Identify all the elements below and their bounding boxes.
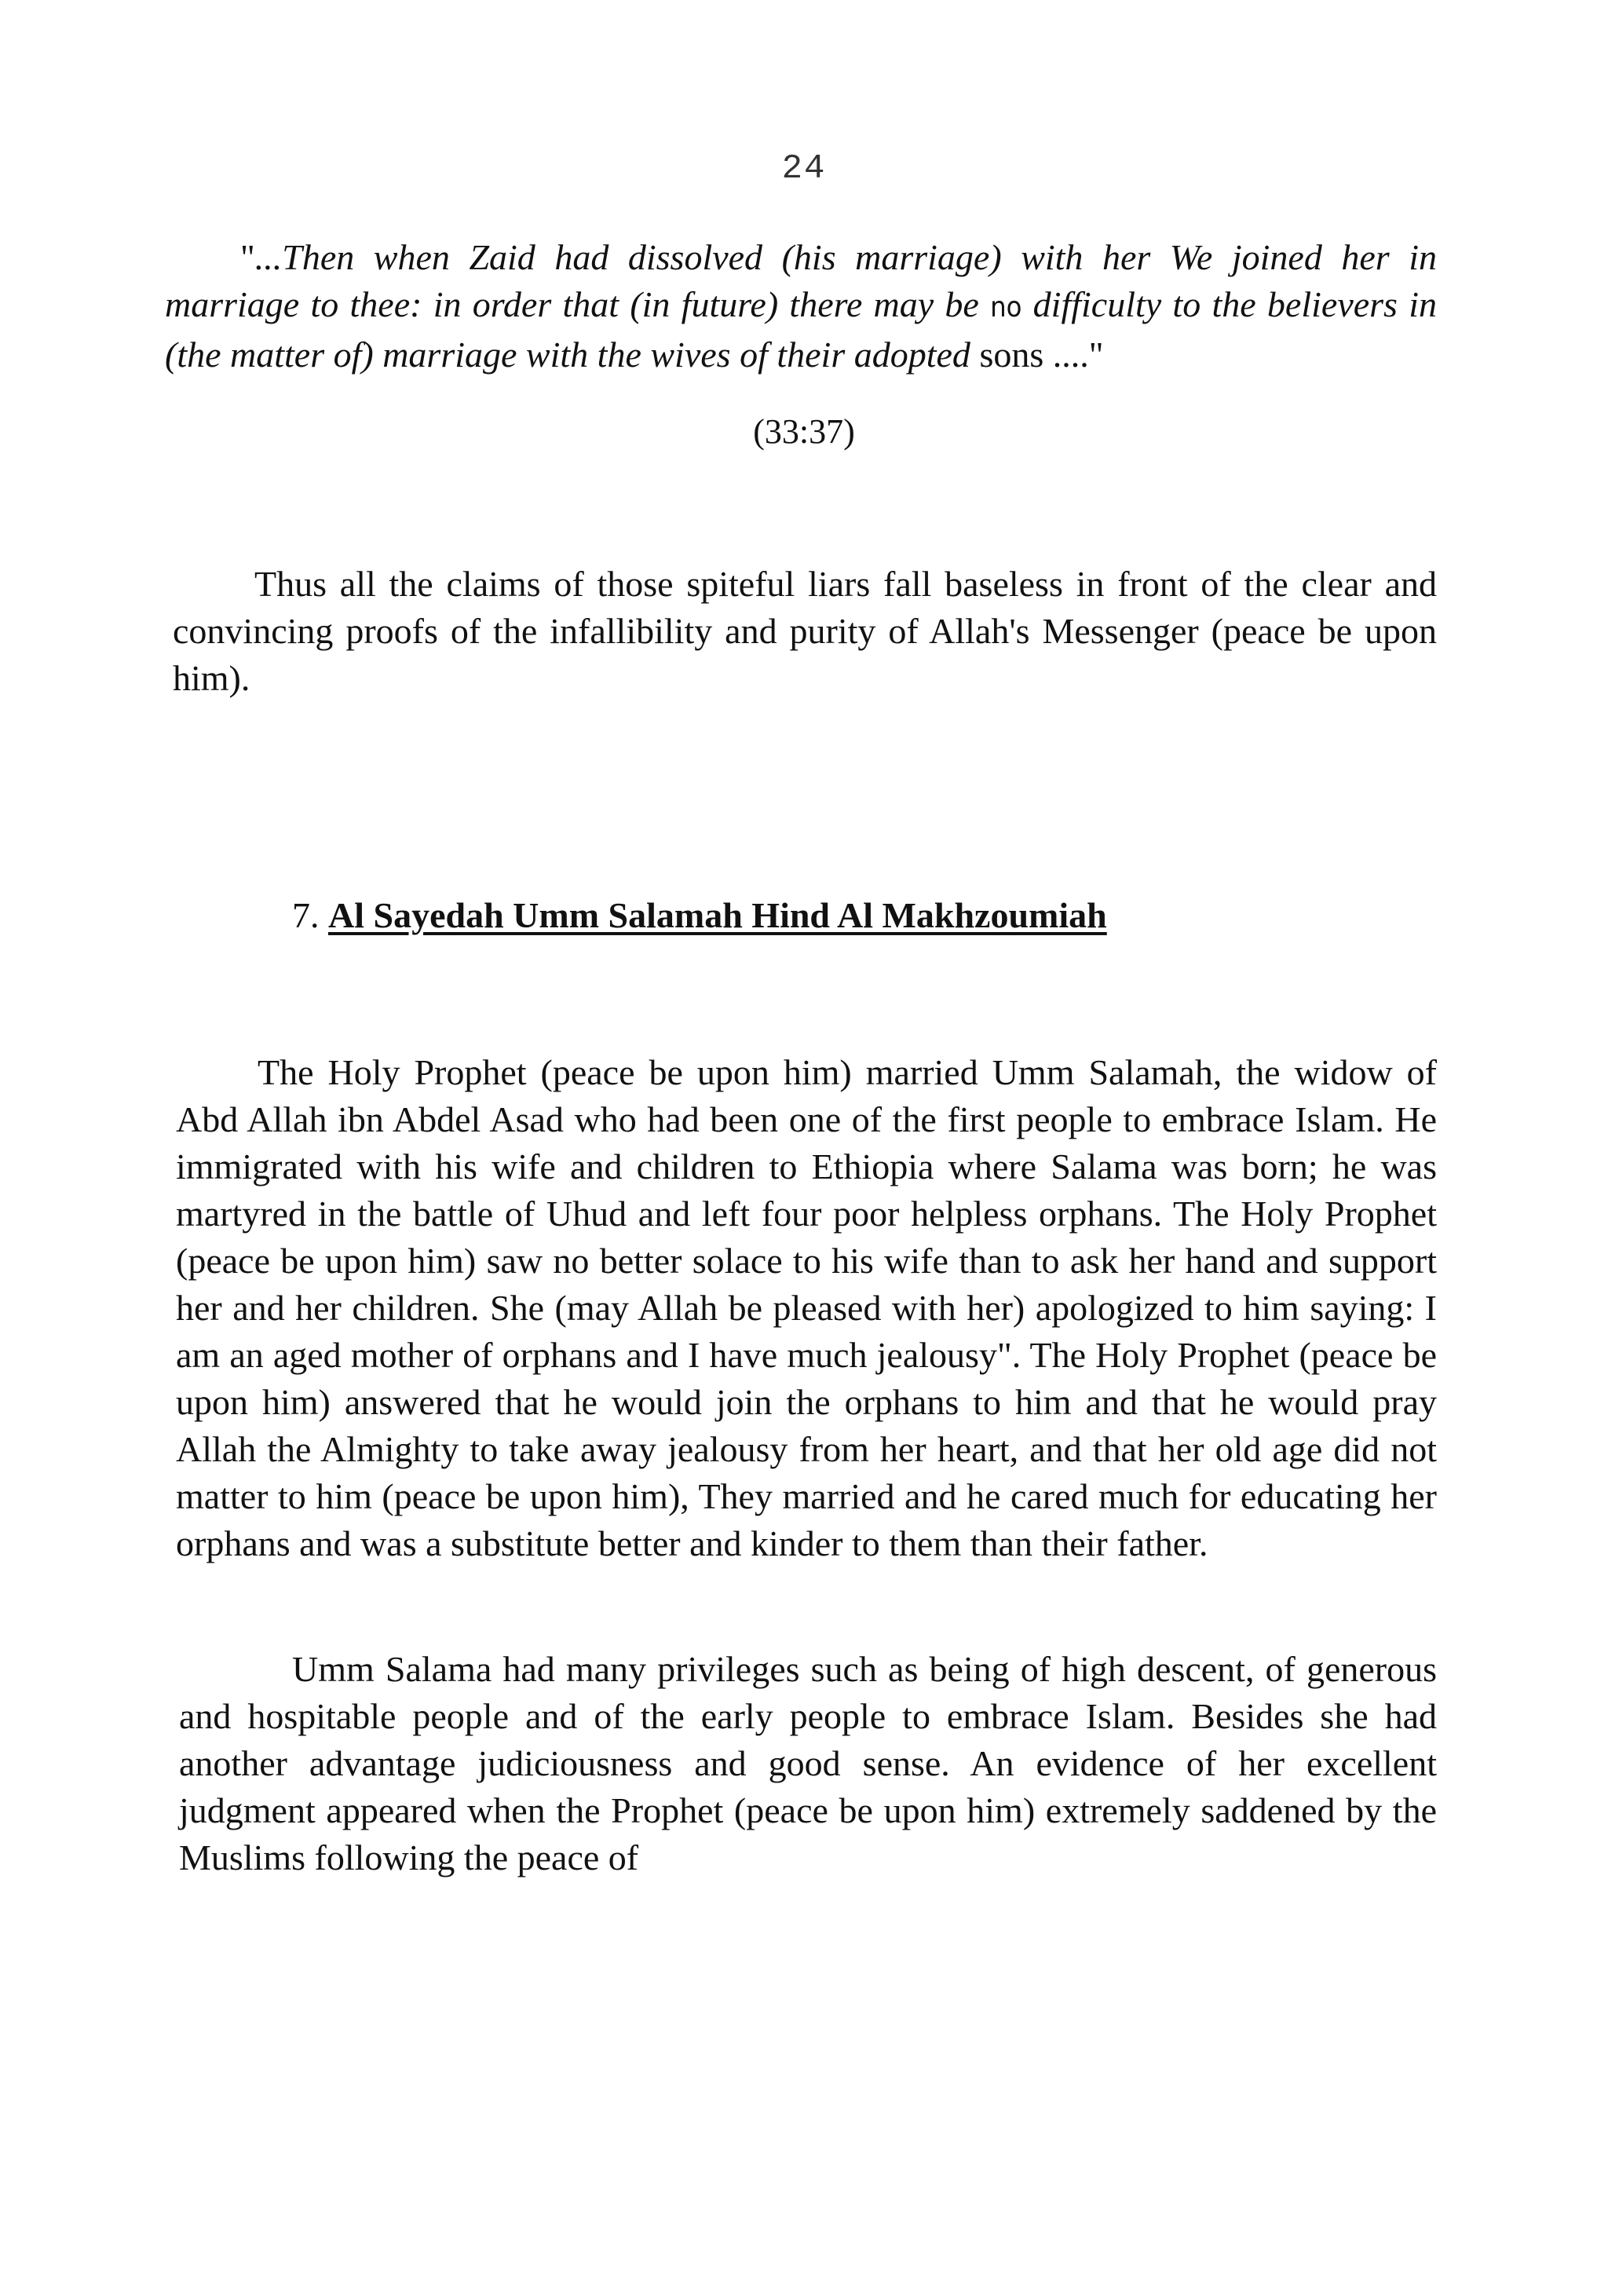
section-title: Al Sayedah Umm Salamah Hind Al Makhzoumiah [328, 895, 1107, 935]
quote-text-part2: difficulty to the believers in (the matter of) marriage with the wives of their adopted [165, 284, 1437, 375]
paragraph-claims: Thus all the claims of those spiteful liars fall baseless in front of the clear and convincing proofs of the infallibility and purity of Allah's Messenger (peace be upon him). [173, 564, 1437, 698]
quote-small-word: no [990, 291, 1022, 324]
quote-text-end: sons ...." [970, 335, 1104, 375]
quote-opening-mark: " [240, 237, 255, 277]
section-number: 7. [292, 895, 320, 935]
quran-quote [165, 234, 1437, 378]
section-heading [292, 892, 1107, 939]
page-number: 24 [781, 149, 827, 188]
paragraph-privileges: Umm Salama had many privileges such as being of high descent, of generous and hospitable people and of the early people to embrace Islam. Besides she had another advantage judiciousness and good sense. An evidence of her excellent judgment appeared when the Prophet (peace be upon him) extremely saddened by the Muslims following the peace of [179, 1649, 1437, 1877]
verse-reference: (33:37) [753, 412, 855, 451]
quote-text-part1: ...Then when Zaid had dissolved (his marriage) with her We joined her in marriage to thee: in order that (in future) there may be [165, 237, 1437, 324]
paragraph-marriage: The Holy Prophet (peace be upon him) married Umm Salamah, the widow of Abd Allah ibn Abdel Asad who had been one of the first people to embrace Islam. He immigrated with his wife and children to Ethiopia where Salama was born; he was martyred in the battle of Uhud and left four poor helpless orphans. The Holy Prophet (peace be upon him) saw no better solace to his wife than to ask her hand and support her and her children. She (may Allah be pleased with her) apologized to him saying: I am an aged mother of orphans and I have much jealousy". The Holy Prophet (peace be upon him) answered that he would join the orphans to him and that he would pray Allah the Almighty to take away jealousy from her heart, and that her old age did not matter to him (peace be upon him), They married and he cared much for educating her orphans and was a substitute better and kinder to them than their father. [176, 1052, 1437, 1563]
